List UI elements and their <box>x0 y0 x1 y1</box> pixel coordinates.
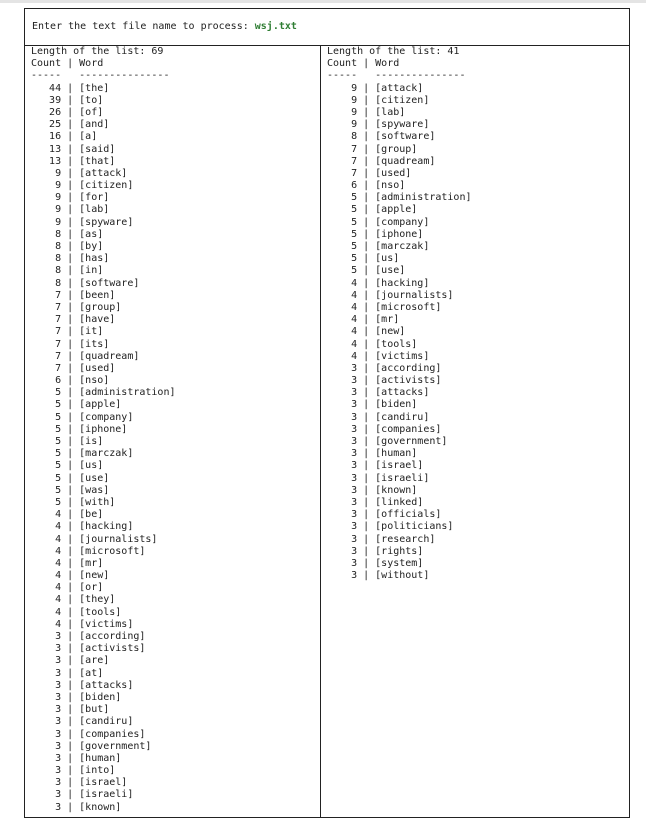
table-row: 13 | [said] <box>31 143 116 155</box>
prompt-line <box>32 21 297 33</box>
table-row: 3 | [attacks] <box>31 679 134 691</box>
table-row: 3 | [according] <box>327 362 442 374</box>
table-row: 7 | [group] <box>327 143 418 155</box>
table-row: 5 | [iphone] <box>31 423 128 435</box>
table-row: 9 | [citizen] <box>327 94 430 106</box>
table-row: 3 | [at] <box>31 667 104 679</box>
table-row: 5 | [company] <box>327 216 430 228</box>
table-row: 4 | [or] <box>31 582 104 594</box>
table-row: 3 | [companies] <box>31 728 146 740</box>
table-row: 39 | [to] <box>31 94 104 106</box>
table-row: 5 | [marczak] <box>31 448 134 460</box>
table-row: 5 | [apple] <box>31 399 122 411</box>
table-row: 3 | [according] <box>31 631 146 642</box>
table-row: 8 | [by] <box>31 241 104 252</box>
table-row: 5 | [was] <box>31 484 110 496</box>
table-row: 44 | [the] <box>31 82 110 94</box>
table-row: 4 | [victims] <box>327 350 430 362</box>
table-row: 3 | [candiru] <box>31 716 134 728</box>
table-row: 9 | [lab] <box>327 106 406 118</box>
table-row: 5 | [company] <box>31 411 134 423</box>
table-row: 3 | [without] <box>327 570 430 582</box>
table-row: 5 | [is] <box>31 436 104 447</box>
table-row: 3 | [politicians] <box>327 521 454 533</box>
table-row: 3 | [officials] <box>327 509 442 521</box>
left-length-label: Length of the list: 69 <box>31 46 164 57</box>
table-row: 5 | [marczak] <box>327 241 430 252</box>
table-row: 3 | [biden] <box>327 399 418 411</box>
table-row: 4 | [they] <box>31 594 116 606</box>
table-row: 7 | [its] <box>31 338 110 350</box>
table-row: 5 | [iphone] <box>327 228 424 240</box>
table-row: 4 | [hacking] <box>31 521 134 533</box>
filename-input[interactable]: wsj.txt <box>254 21 297 32</box>
table-row: 3 | [but] <box>31 704 110 716</box>
table-row: 4 | [journalists] <box>327 289 454 301</box>
table-row: 4 | [be] <box>31 509 104 521</box>
table-row: 4 | [mr] <box>327 314 400 326</box>
table-row: 4 | [hacking] <box>327 277 430 289</box>
table-row: 7 | [group] <box>31 301 122 313</box>
table-row: 7 | [quadream] <box>327 155 436 167</box>
right-rows <box>327 83 472 583</box>
table-row: 3 | [known] <box>31 801 122 813</box>
table-row: 4 | [tools] <box>327 338 418 350</box>
table-row: 7 | [it] <box>31 326 104 338</box>
table-row: 5 | [us] <box>31 460 104 472</box>
table-row: 4 | [microsoft] <box>31 545 146 557</box>
table-row: 3 | [linked] <box>327 496 424 508</box>
table-row: 3 | [israel] <box>327 460 424 472</box>
table-row: 3 | [human] <box>31 752 122 764</box>
table-row: 4 | [journalists] <box>31 533 158 545</box>
prompt-box <box>25 9 629 46</box>
table-row: 3 | [israel] <box>31 777 128 789</box>
left-lines <box>31 46 176 814</box>
right-length-label: Length of the list: 41 <box>327 46 460 57</box>
table-row: 3 | [government] <box>327 436 448 447</box>
right-header: Count | Word <box>327 58 400 70</box>
table-row: 8 | [software] <box>31 277 140 289</box>
table-row: 13 | [that] <box>31 155 116 167</box>
right-column <box>321 46 629 817</box>
table-row: 9 | [attack] <box>31 167 128 179</box>
table-row: 3 | [candiru] <box>327 411 430 423</box>
table-row: 7 | [quadream] <box>31 350 140 362</box>
right-divider: ----- --------------- <box>327 70 466 82</box>
table-row: 8 | [in] <box>31 265 104 277</box>
left-header: Count | Word <box>31 58 104 70</box>
table-row: 8 | [as] <box>31 228 104 240</box>
table-row: 7 | [used] <box>327 167 412 179</box>
table-row: 4 | [new] <box>31 570 110 582</box>
table-row: 5 | [administration] <box>31 387 176 399</box>
table-row: 5 | [use] <box>31 472 110 484</box>
table-row: 9 | [lab] <box>31 204 110 216</box>
table-row: 4 | [mr] <box>31 557 104 569</box>
right-lines <box>327 46 472 582</box>
table-row: 3 | [activists] <box>31 643 146 655</box>
table-row: 5 | [use] <box>327 265 406 277</box>
table-row: 9 | [for] <box>31 192 110 204</box>
table-row: 16 | [a] <box>31 131 98 143</box>
table-row: 3 | [research] <box>327 533 436 545</box>
table-row: 5 | [apple] <box>327 204 418 216</box>
table-row: 3 | [system] <box>327 557 424 569</box>
table-row: 8 | [software] <box>327 131 436 143</box>
table-row: 3 | [activists] <box>327 375 442 387</box>
table-row: 8 | [has] <box>31 253 110 265</box>
table-row: 9 | [citizen] <box>31 180 134 192</box>
table-row: 3 | [companies] <box>327 423 442 435</box>
table-row: 5 | [administration] <box>327 192 472 204</box>
table-row: 7 | [used] <box>31 362 116 374</box>
table-row: 3 | [israeli] <box>327 472 430 484</box>
table-row: 3 | [israeli] <box>31 789 134 801</box>
prompt-label: Enter the text file name to process: <box>32 21 255 32</box>
output-frame <box>24 8 630 818</box>
table-row: 25 | [and] <box>31 119 110 131</box>
table-row: 5 | [with] <box>31 496 116 508</box>
table-row: 3 | [into] <box>31 765 116 777</box>
top-bar <box>0 0 646 3</box>
table-row: 4 | [new] <box>327 326 406 338</box>
table-row: 9 | [spyware] <box>327 119 430 131</box>
left-column <box>25 46 321 817</box>
table-row: 3 | [attacks] <box>327 387 430 399</box>
table-row: 3 | [known] <box>327 484 418 496</box>
table-row: 3 | [rights] <box>327 545 424 557</box>
table-row: 9 | [attack] <box>327 82 424 94</box>
table-row: 6 | [nso] <box>31 375 110 387</box>
table-row: 4 | [microsoft] <box>327 301 442 313</box>
table-row: 3 | [are] <box>31 655 110 667</box>
left-rows <box>31 83 176 814</box>
table-row: 5 | [us] <box>327 253 400 265</box>
table-row: 7 | [been] <box>31 289 116 301</box>
table-row: 26 | [of] <box>31 106 104 118</box>
table-row: 3 | [human] <box>327 448 418 460</box>
table-row: 4 | [tools] <box>31 606 122 618</box>
table-row: 9 | [spyware] <box>31 216 134 228</box>
table-row: 3 | [government] <box>31 740 152 752</box>
table-row: 3 | [biden] <box>31 691 122 703</box>
left-divider: ----- --------------- <box>31 70 170 82</box>
table-row: 7 | [have] <box>31 314 116 326</box>
table-row: 6 | [nso] <box>327 180 406 192</box>
table-row: 4 | [victims] <box>31 618 134 630</box>
